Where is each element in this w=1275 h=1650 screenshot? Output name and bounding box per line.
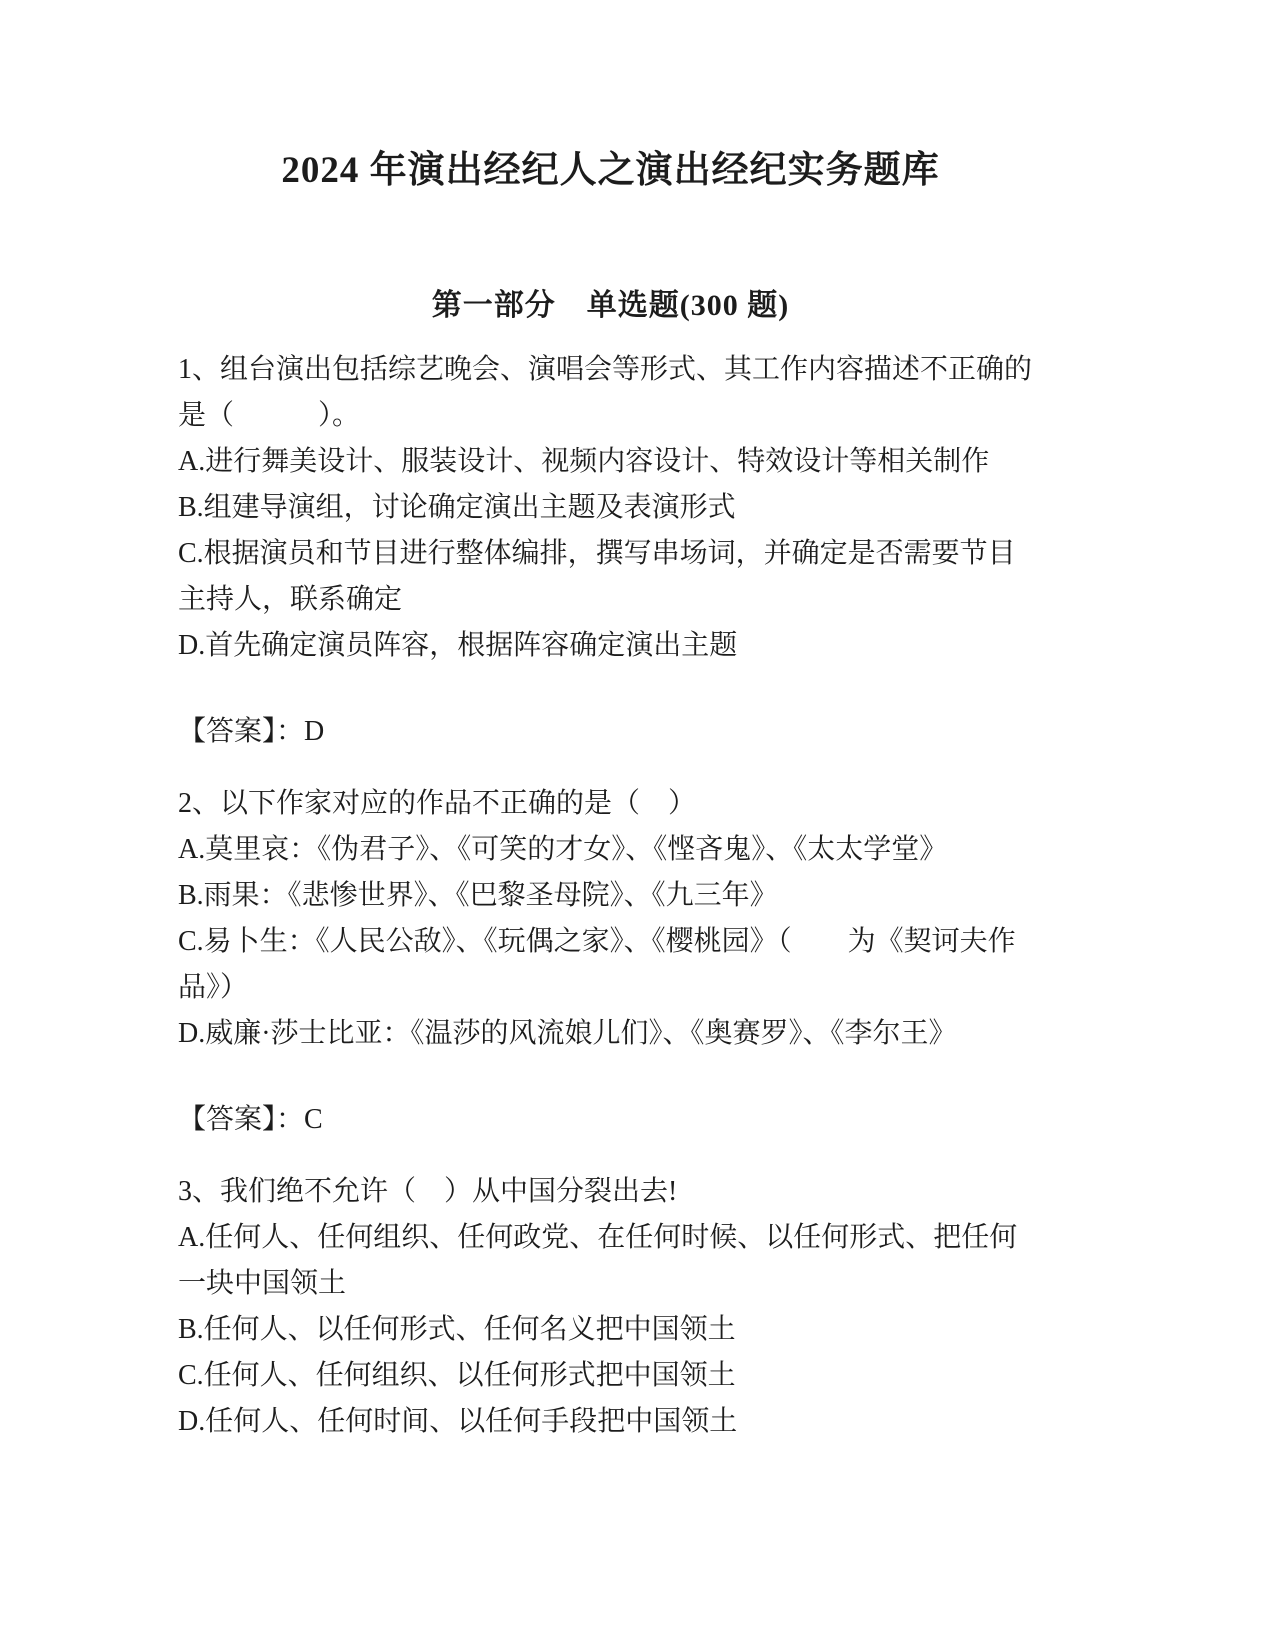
- question-option: B.组建导演组，讨论确定演出主题及表演形式: [178, 492, 736, 524]
- answer-line: 【答案】：C: [178, 1104, 323, 1136]
- question-1: [178, 347, 1043, 755]
- section-heading: 第一部分 单选题(300 题): [431, 289, 790, 323]
- question-option: B.任何人、以任何形式、任何名义把中国领土: [178, 1314, 736, 1346]
- answer-line: 【答案】：D: [178, 716, 325, 748]
- question-option: C.任何人、任何组织、以任何形式把中国领土: [178, 1360, 736, 1392]
- question-3: [178, 1169, 1043, 1445]
- question-stem: 3、我们绝不允许（ ）从中国分裂出去!: [178, 1176, 678, 1208]
- question-option: C.易卜生：《人民公敌》、《玩偶之家》、《樱桃园》（ 为《契诃夫作品》）: [178, 926, 1016, 1004]
- question-stem: 1、组台演出包括综艺晚会、演唱会等形式、其工作内容描述不正确的是（ ）。: [178, 354, 1033, 432]
- question-option: C.根据演员和节目进行整体编排，撰写串场词，并确定是否需要节目主持人，联系确定: [178, 538, 1016, 616]
- question-option: D.首先确定演员阵容，根据阵容确定演出主题: [178, 630, 738, 662]
- question-list: [178, 347, 1043, 1445]
- question-option: B.雨果：《悲惨世界》、《巴黎圣母院》、《九三年》: [178, 880, 778, 912]
- question-option: D.威廉·莎士比亚：《温莎的风流娘儿们》、《奥赛罗》、《李尔王》: [178, 1018, 957, 1050]
- document-title: 2024 年演出经纪人之演出经纪实务题库: [281, 150, 940, 191]
- question-option: D.任何人、任何时间、以任何手段把中国领土: [178, 1406, 738, 1438]
- question-option: A.任何人、任何组织、任何政党、在任何时候、以任何形式、把任何一块中国领土: [178, 1222, 1018, 1300]
- question-2: [178, 781, 1043, 1143]
- question-option: A.莫里哀：《伪君子》、《可笑的才女》、《悭吝鬼》、《太太学堂》: [178, 834, 948, 866]
- question-stem: 2、以下作家对应的作品不正确的是（ ）: [178, 788, 697, 820]
- question-option: A.进行舞美设计、服装设计、视频内容设计、特效设计等相关制作: [178, 446, 990, 478]
